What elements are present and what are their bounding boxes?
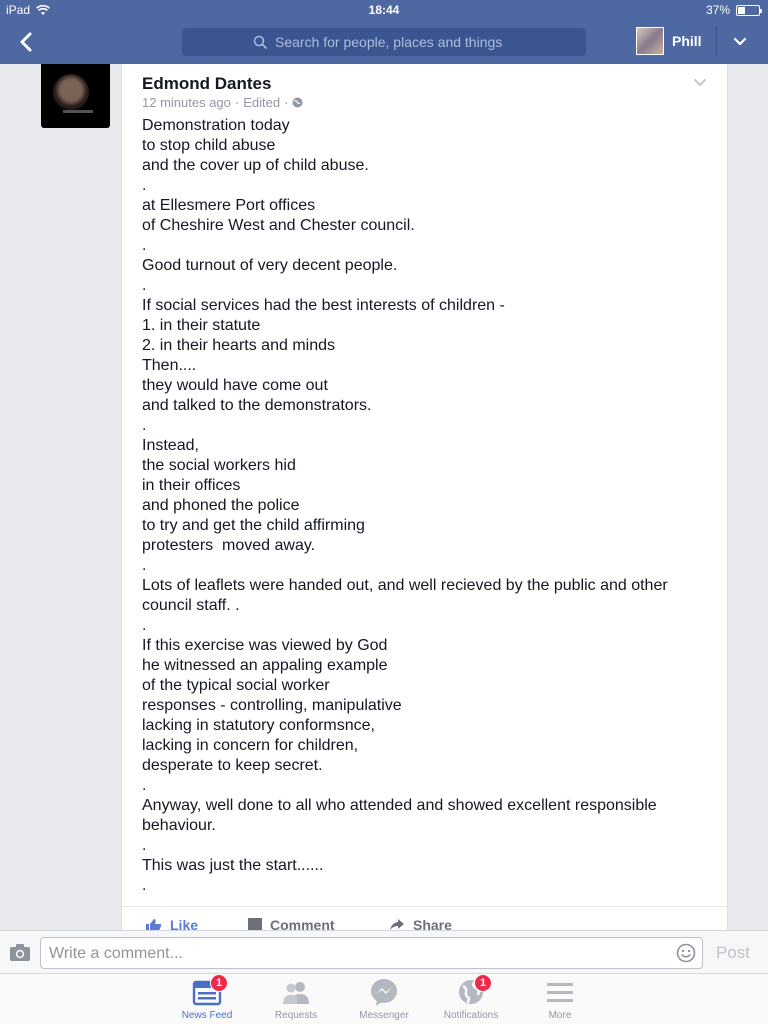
post-text-line: the social workers hid xyxy=(142,457,296,474)
like-button[interactable] xyxy=(146,917,198,930)
top-bar xyxy=(0,0,768,64)
tab-messenger[interactable] xyxy=(344,978,424,1021)
post-text-line: of Cheshire West and Chester council. xyxy=(142,217,415,234)
post-text-line: they would have come out xyxy=(142,377,328,394)
chevron-down-icon[interactable] xyxy=(730,32,750,52)
post-text-line: and phoned the police xyxy=(142,497,300,514)
post-text-line: . xyxy=(142,177,147,194)
share-label: Share xyxy=(413,917,452,930)
comment-box[interactable] xyxy=(40,937,703,969)
post-text-line: at Ellesmere Port offices xyxy=(142,197,316,214)
meta-separator-2: · xyxy=(284,95,289,110)
post-text-line: to stop child abuse xyxy=(142,137,276,154)
tab-news-feed[interactable] xyxy=(167,978,247,1021)
status-bar xyxy=(0,0,768,20)
tab-label: More xyxy=(548,1010,572,1021)
post-text-line: 1. in their statute xyxy=(142,317,261,334)
post-text-line: . xyxy=(142,277,147,294)
search-bar[interactable] xyxy=(182,28,586,56)
post-text-line: Anyway, well done to all who attended and showed excellent responsible behaviour. xyxy=(142,797,662,834)
messenger-icon xyxy=(369,978,399,1006)
device-label: iPad xyxy=(6,3,31,17)
post-text-line: . xyxy=(142,837,147,854)
profile-name: Phill xyxy=(672,33,702,49)
author-avatar[interactable] xyxy=(41,64,110,128)
post-text-line: and talked to the demonstrators. xyxy=(142,397,372,414)
nav-divider xyxy=(716,26,717,56)
post-text-line: protesters moved away. xyxy=(142,537,316,554)
tab-requests[interactable] xyxy=(256,978,336,1021)
tab-label: Messenger xyxy=(359,1010,409,1021)
smiley-icon[interactable] xyxy=(676,943,696,963)
post-text-line: . xyxy=(142,877,147,894)
post-text-line: of the typical social worker xyxy=(142,677,330,694)
search-icon xyxy=(253,35,267,49)
navigation-bar xyxy=(0,20,768,64)
post-text-line: Lots of leaflets were handed out, and well recieved by the public and other council staff. . xyxy=(142,577,673,614)
tab-label: Requests xyxy=(274,1010,318,1021)
comment-bar xyxy=(0,930,768,974)
post-text-line: . xyxy=(142,777,147,794)
tab-label: News Feed xyxy=(181,1010,233,1021)
avatar xyxy=(636,27,664,55)
post-text-line: and the cover up of child abuse. xyxy=(142,157,369,174)
post-text-line: Instead, xyxy=(142,437,199,454)
post-text-line: This was just the start...... xyxy=(142,857,324,874)
search-input[interactable] xyxy=(275,34,515,50)
post-body xyxy=(142,116,717,896)
photo-caption-mark xyxy=(63,110,93,113)
globe-icon xyxy=(292,97,303,108)
post-author[interactable]: Edmond Dantes xyxy=(142,74,272,93)
tab-label: Notifications xyxy=(443,1010,499,1021)
post-text-line: If social services had the best interests of children - xyxy=(142,297,505,314)
post-text-line: desperate to keep secret. xyxy=(142,757,323,774)
comment-button[interactable] xyxy=(248,917,335,930)
post-text-line: . xyxy=(142,617,147,634)
post-text-line: . xyxy=(142,557,147,574)
post-text-line: Demonstration today xyxy=(142,117,290,134)
post-text-line: to try and get the child affirming xyxy=(142,517,365,534)
share-arrow-icon xyxy=(389,918,405,930)
post-options-chevron-icon[interactable] xyxy=(693,78,707,88)
post-text-line: lacking in concern for children, xyxy=(142,737,359,754)
post-text-line: in their offices xyxy=(142,477,241,494)
post-text-line: Then.... xyxy=(142,357,197,374)
battery-percent: 37% xyxy=(705,3,730,17)
post-text-line: lacking in statutory conformsnce, xyxy=(142,717,375,734)
post-text-line: . xyxy=(142,417,147,434)
share-button[interactable] xyxy=(389,917,452,930)
back-arrow-icon[interactable] xyxy=(12,28,40,56)
tab-more[interactable] xyxy=(520,978,600,1021)
post-comment-button[interactable]: Post xyxy=(716,943,751,962)
post-text-line: Good turnout of very decent people. xyxy=(142,257,398,274)
comment-input[interactable] xyxy=(49,944,649,964)
thumbs-up-icon xyxy=(146,918,162,930)
profile-button[interactable] xyxy=(636,27,702,55)
post-time[interactable]: 12 minutes ago xyxy=(142,95,231,110)
tab-notifications[interactable] xyxy=(431,978,511,1021)
post-actions xyxy=(122,906,727,930)
post-text-line: he witnessed an appaling example xyxy=(142,657,388,674)
post-text-line: responses - controlling, manipulative xyxy=(142,697,402,714)
post-meta xyxy=(142,95,303,110)
notifications-badge: 1 xyxy=(474,974,492,992)
comment-icon xyxy=(248,918,262,930)
comment-label: Comment xyxy=(270,917,335,930)
more-icon xyxy=(545,978,575,1006)
post-text-line: . xyxy=(142,237,147,254)
status-time: 18:44 xyxy=(368,3,400,17)
like-label: Like xyxy=(170,917,199,930)
post-text-line: 2. in their hearts and minds xyxy=(142,337,335,354)
meta-separator: · xyxy=(234,95,240,110)
post-card xyxy=(121,64,728,930)
camera-icon[interactable] xyxy=(10,943,30,961)
post-text-line: If this exercise was viewed by God xyxy=(142,637,388,654)
edited-label[interactable]: Edited xyxy=(243,95,281,110)
requests-icon xyxy=(281,978,311,1006)
battery-icon xyxy=(736,5,760,16)
author-photo xyxy=(53,74,89,110)
tab-bar xyxy=(0,974,768,1024)
news-feed-badge: 1 xyxy=(210,974,228,992)
